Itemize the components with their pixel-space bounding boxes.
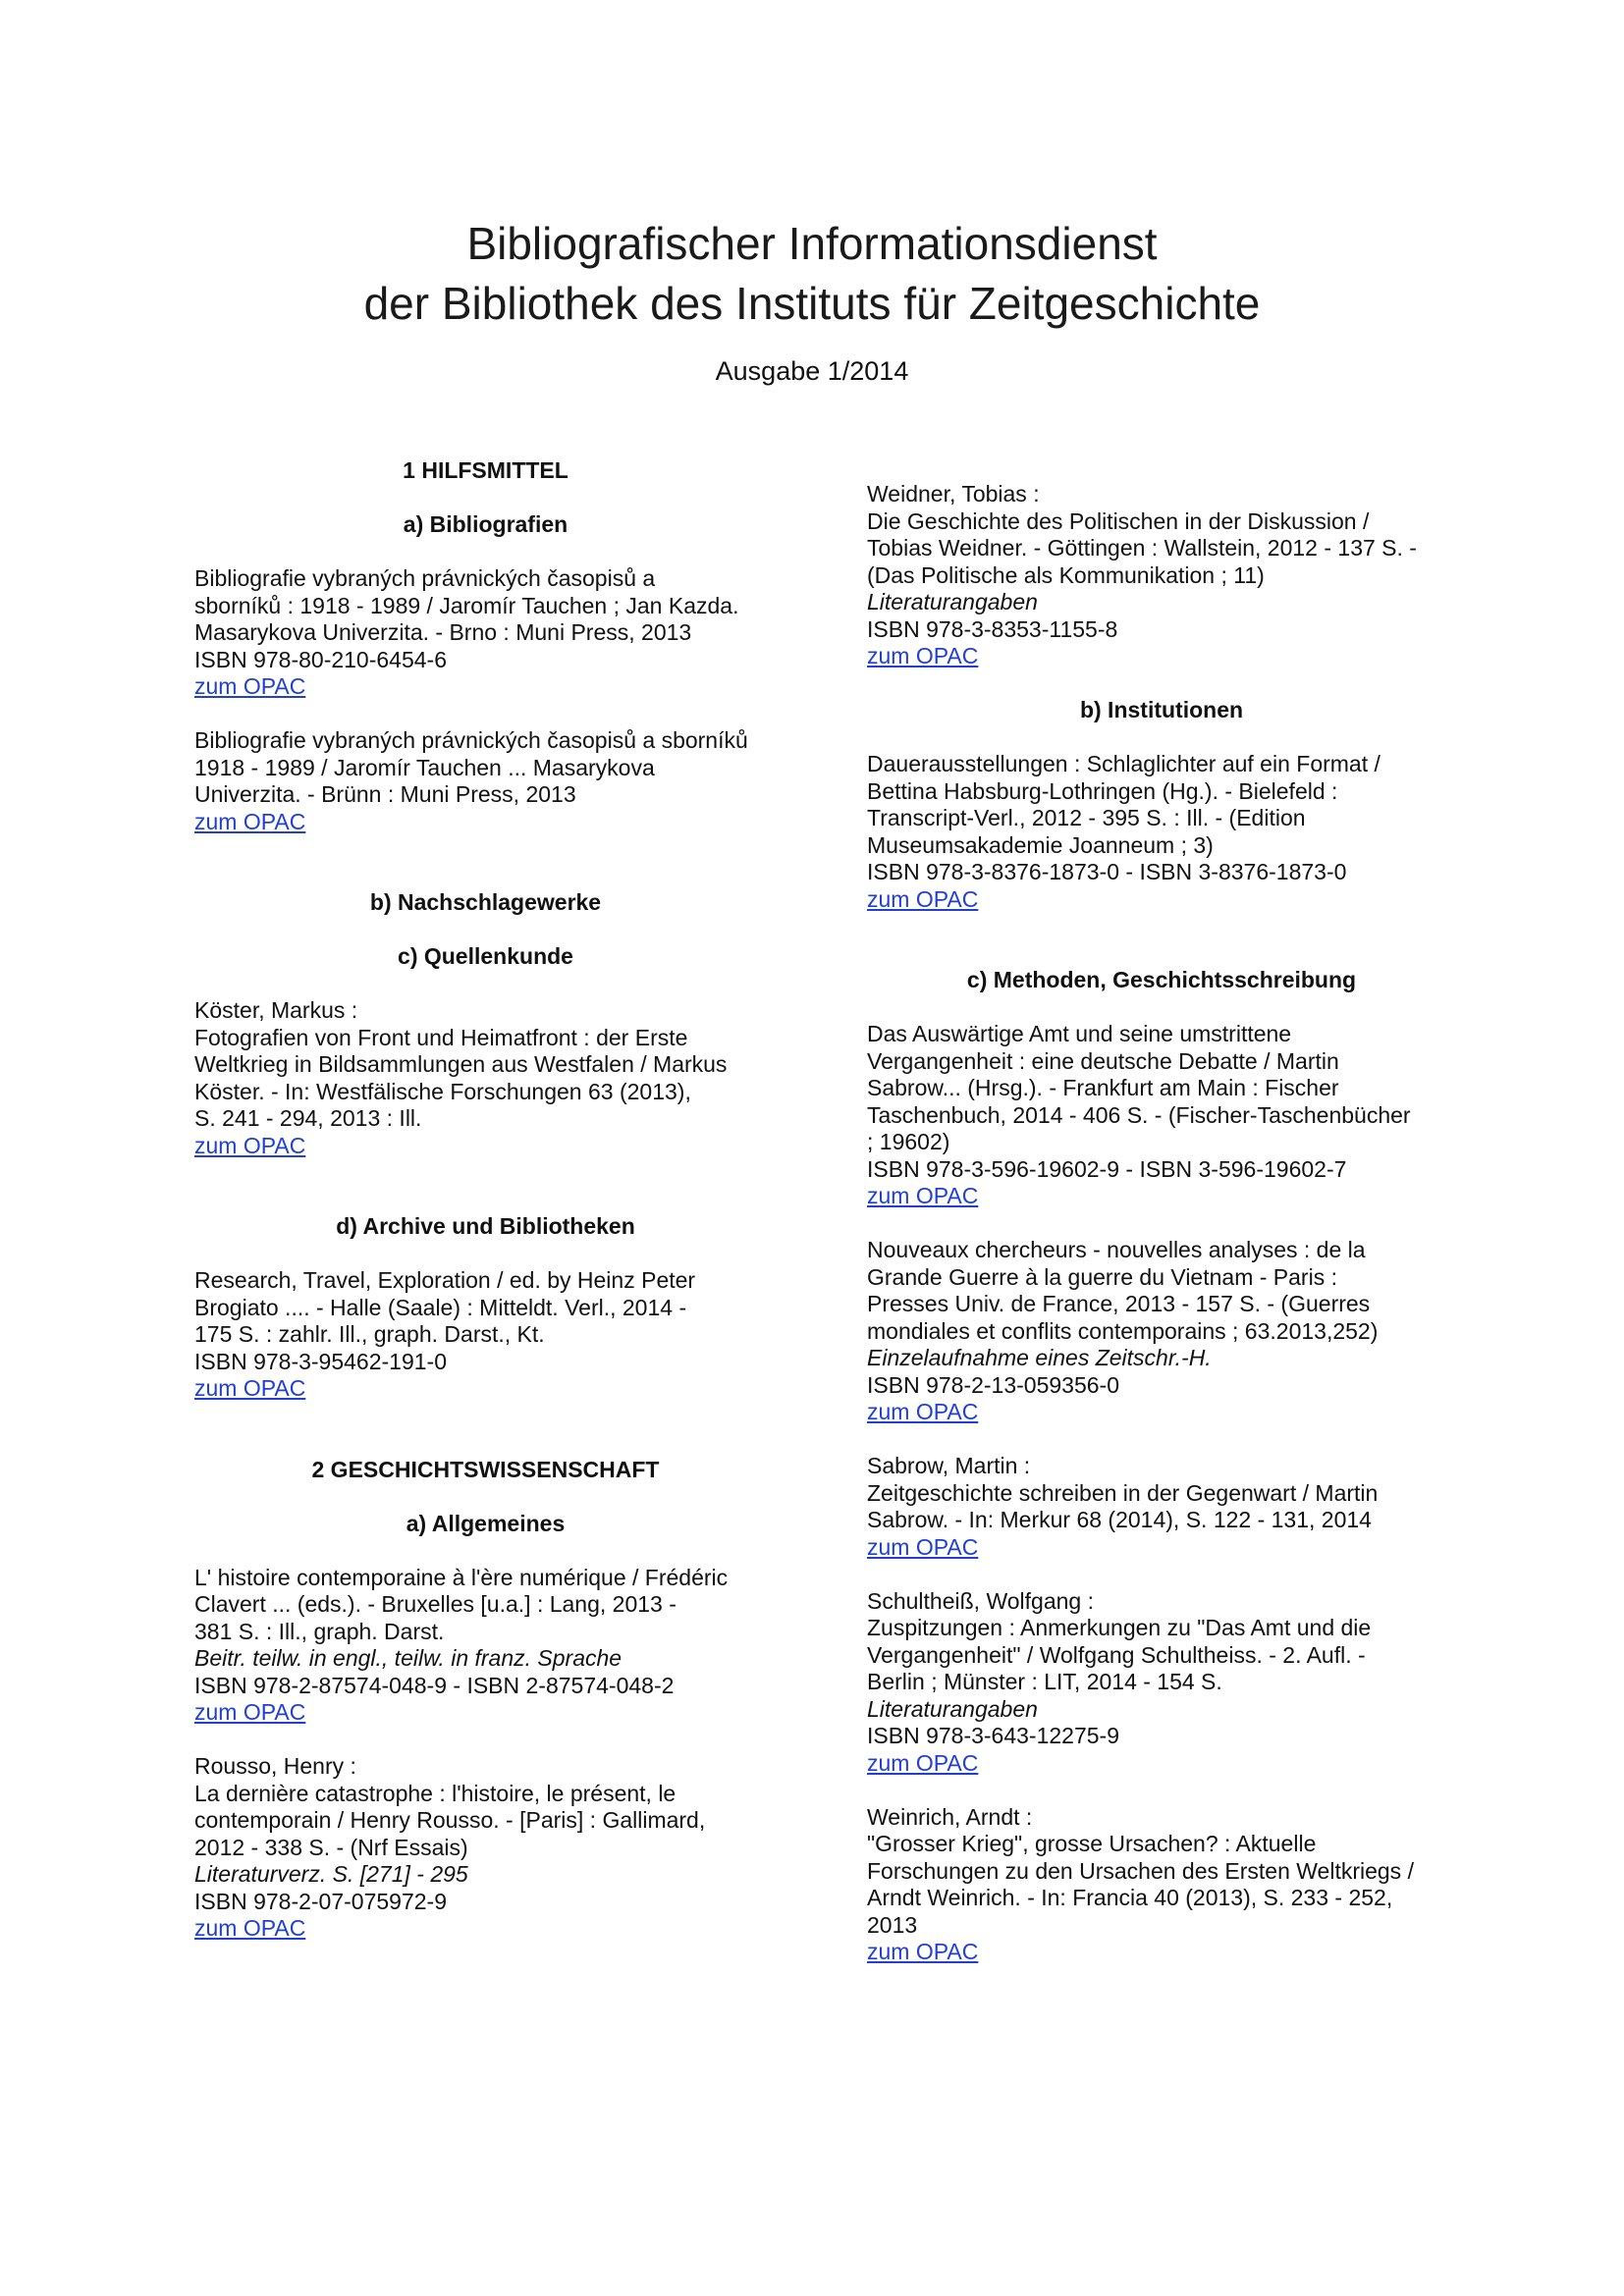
- entry-line: Dauerausstellungen : Schlaglichter auf ein Format /: [867, 751, 1380, 776]
- entry-line: contemporain / Henry Rousso. - [Paris] : Gallimard,: [194, 1807, 706, 1833]
- subsection-heading: a) Bibliografien: [403, 511, 568, 537]
- entry-line: Bibliografie vybraných právnických časopisů a sborníků: [194, 727, 748, 753]
- entry-line: Transcript-Verl., 2012 - 395 S. : Ill. - (Edition: [867, 805, 1306, 830]
- bibliography-entry: [867, 1021, 1456, 1210]
- entry-line: Tobias Weidner. - Göttingen : Wallstein, 2012 - 137 S. -: [867, 535, 1417, 561]
- entry-line: Taschenbuch, 2014 - 406 S. - (Fischer-Taschenbücher: [867, 1101, 1411, 1128]
- entry-line: 1918 - 1989 / Jaromír Tauchen ... Masarykova: [194, 754, 655, 780]
- entry-line: Masarykova Univerzita. - Brno : Muni Press, 2013: [194, 619, 692, 645]
- section-heading: 1 HILFSMITTEL: [403, 457, 568, 483]
- opac-link[interactable]: zum OPAC: [194, 808, 306, 834]
- opac-link[interactable]: zum OPAC: [867, 643, 979, 668]
- entry-line: L' histoire contemporaine à l'ère numérique / Frédéric: [194, 1564, 729, 1590]
- entry-isbn: ISBN 978-80-210-6454-6: [194, 646, 447, 672]
- entry-author: Köster, Markus :: [194, 997, 358, 1023]
- opac-link[interactable]: zum OPAC: [867, 1533, 979, 1560]
- entry-line: 175 S. : zahlr. Ill., graph. Darst., Kt.: [194, 1321, 545, 1347]
- entry-line: Köster. - In: Westfälische Forschungen 63 (2013),: [194, 1078, 691, 1104]
- opac-link[interactable]: zum OPAC: [194, 1915, 306, 1941]
- bibliography-entry: [194, 1753, 777, 1943]
- subsection-heading: a) Allgemeines: [406, 1510, 566, 1536]
- bibliography-entry: [867, 1237, 1456, 1426]
- entry-line: Weltkrieg in Bildsammlungen aus Westfalen / Markus: [194, 1051, 728, 1077]
- entry-line: Presses Univ. de France, 2013 - 157 S. - (Guerres: [867, 1291, 1371, 1316]
- entry-isbn: ISBN 978-3-8376-1873-0 - ISBN 3-8376-1873-0: [867, 859, 1347, 884]
- opac-link[interactable]: zum OPAC: [867, 1183, 979, 1208]
- issue-label: Ausgabe 1/2014: [715, 356, 909, 386]
- entry-author: Sabrow, Martin :: [867, 1453, 1031, 1478]
- entry-line: Clavert ... (eds.). - Bruxelles [u.a.] : Lang, 2013 -: [194, 1591, 677, 1617]
- entry-line: 2013: [867, 1911, 918, 1938]
- bibliography-entry: [867, 481, 1456, 670]
- subsection-heading: b) Institutionen: [1079, 697, 1244, 722]
- entry-note: Einzelaufnahme eines Zeitschr.-H.: [867, 1345, 1212, 1370]
- entry-line: Research, Travel, Exploration / ed. by Heinz Peter: [194, 1267, 696, 1293]
- opac-link[interactable]: zum OPAC: [194, 1375, 306, 1401]
- subsection-heading: c) Quellenkunde: [398, 943, 573, 969]
- opac-link[interactable]: zum OPAC: [867, 1749, 979, 1776]
- entry-line: Zeitgeschichte schreiben in der Gegenwart / Martin: [867, 1479, 1379, 1506]
- entry-line: Univerzita. - Brünn : Muni Press, 2013: [194, 781, 576, 807]
- entry-line: Forschungen zu den Ursachen des Ersten Weltkriegs /: [867, 1857, 1414, 1884]
- entry-note: Beitr. teilw. in engl., teilw. in franz. Sprache: [194, 1645, 623, 1671]
- entry-isbn: ISBN 978-3-8353-1155-8: [867, 615, 1118, 642]
- entry-note: Literaturverz. S. [271] - 295: [194, 1861, 468, 1887]
- entry-line: Vergangenheit" / Wolfgang Schultheiss. - 2. Aufl. -: [867, 1641, 1366, 1668]
- entry-author: Schultheiß, Wolfgang :: [867, 1587, 1094, 1614]
- opac-link[interactable]: zum OPAC: [194, 673, 306, 699]
- entry-line: Vergangenheit : eine deutsche Debatte / Martin: [867, 1047, 1339, 1074]
- subsection-heading: c) Methoden, Geschichtsschreibung: [966, 967, 1357, 992]
- bibliography-entry: [194, 565, 777, 701]
- entry-line: Grande Guerre à la guerre du Vietnam - Paris :: [867, 1263, 1337, 1290]
- entry-line: ; 19602): [867, 1129, 950, 1154]
- entry-note: Literaturangaben: [867, 1695, 1038, 1722]
- opac-link[interactable]: zum OPAC: [867, 1939, 979, 1964]
- entry-line: mondiales et conflits contemporains ; 63.2013,252): [867, 1317, 1379, 1344]
- entry-isbn: ISBN 978-2-87574-048-9 - ISBN 2-87574-048-2: [194, 1672, 675, 1698]
- entry-line: Brogiato .... - Halle (Saale) : Mitteldt. Verl., 2014 -: [194, 1294, 687, 1320]
- opac-link[interactable]: zum OPAC: [867, 1399, 979, 1424]
- entry-line: S. 241 - 294, 2013 : Ill.: [194, 1105, 422, 1131]
- page-header: [0, 214, 1624, 387]
- entry-line: sborníků : 1918 - 1989 / Jaromír Tauchen ; Jan Kazda.: [194, 592, 739, 618]
- bibliography-entry: [867, 751, 1456, 913]
- entry-line: Das Auswärtige Amt und seine umstrittene: [867, 1021, 1292, 1046]
- opac-link[interactable]: zum OPAC: [867, 885, 979, 912]
- entry-author: Rousso, Henry :: [194, 1753, 356, 1779]
- entry-isbn: ISBN 978-2-13-059356-0: [867, 1371, 1119, 1398]
- bibliography-entry: [867, 1588, 1456, 1778]
- entry-line: Zuspitzungen : Anmerkungen zu "Das Amt und die: [867, 1615, 1372, 1640]
- entry-line: Sabrow... (Hrsg.). - Frankfurt am Main : Fischer: [867, 1075, 1339, 1100]
- entry-isbn: ISBN 978-3-643-12275-9: [867, 1723, 1119, 1748]
- entry-author: Weinrich, Arndt :: [867, 1803, 1033, 1830]
- entry-line: Bibliografie vybraných právnických časopisů a: [194, 565, 656, 591]
- title-line: der Bibliothek des Instituts für Zeitgeschichte: [363, 278, 1261, 329]
- bibliography-entry: [194, 997, 777, 1159]
- entry-isbn: ISBN 978-3-596-19602-9 - ISBN 3-596-19602-7: [867, 1155, 1347, 1182]
- entry-line: "Grosser Krieg", grosse Ursachen? : Aktuelle: [867, 1831, 1317, 1856]
- entry-line: Arndt Weinrich. - In: Francia 40 (2013), S. 233 - 252,: [867, 1885, 1393, 1910]
- opac-link[interactable]: zum OPAC: [194, 1132, 306, 1158]
- subsection-heading: b) Nachschlagewerke: [369, 889, 602, 915]
- entry-line: Sabrow. - In: Merkur 68 (2014), S. 122 - 131, 2014: [867, 1507, 1372, 1532]
- bibliography-entry: [867, 1804, 1456, 1966]
- entry-line: (Das Politische als Kommunikation ; 11): [867, 561, 1265, 588]
- section-heading: 2 GESCHICHTSWISSENSCHAFT: [311, 1456, 660, 1482]
- bibliography-entry: [194, 1565, 777, 1727]
- entry-line: Die Geschichte des Politischen in der Diskussion /: [867, 507, 1370, 534]
- bibliography-entry: [194, 1267, 777, 1403]
- title-line: Bibliografischer Informationsdienst: [466, 218, 1158, 269]
- entry-line: 381 S. : Ill., graph. Darst.: [194, 1618, 445, 1644]
- opac-link[interactable]: zum OPAC: [194, 1699, 306, 1725]
- page-title: [0, 214, 1624, 334]
- bibliography-entry: [194, 727, 777, 835]
- entry-line: Berlin ; Münster : LIT, 2014 - 154 S.: [867, 1669, 1222, 1694]
- bibliography-entry: [867, 1453, 1456, 1561]
- entry-line: Fotografien von Front und Heimatfront : der Erste: [194, 1024, 688, 1050]
- entry-line: 2012 - 338 S. - (Nrf Essais): [194, 1834, 468, 1860]
- entry-line: Nouveaux chercheurs - nouvelles analyses : de la: [867, 1237, 1366, 1262]
- entry-isbn: ISBN 978-2-07-075972-9: [194, 1888, 447, 1914]
- entry-line: Bettina Habsburg-Lothringen (Hg.). - Bielefeld :: [867, 777, 1338, 804]
- left-column: [194, 457, 777, 1969]
- subsection-heading: d) Archive und Bibliotheken: [336, 1213, 635, 1239]
- entry-author: Weidner, Tobias :: [867, 481, 1040, 507]
- right-column: [867, 481, 1456, 1993]
- entry-line: Museumsakademie Joanneum ; 3): [867, 831, 1214, 858]
- entry-line: La dernière catastrophe : l'histoire, le présent, le: [194, 1780, 677, 1806]
- entry-note: Literaturangaben: [867, 589, 1038, 614]
- entry-isbn: ISBN 978-3-95462-191-0: [194, 1348, 447, 1374]
